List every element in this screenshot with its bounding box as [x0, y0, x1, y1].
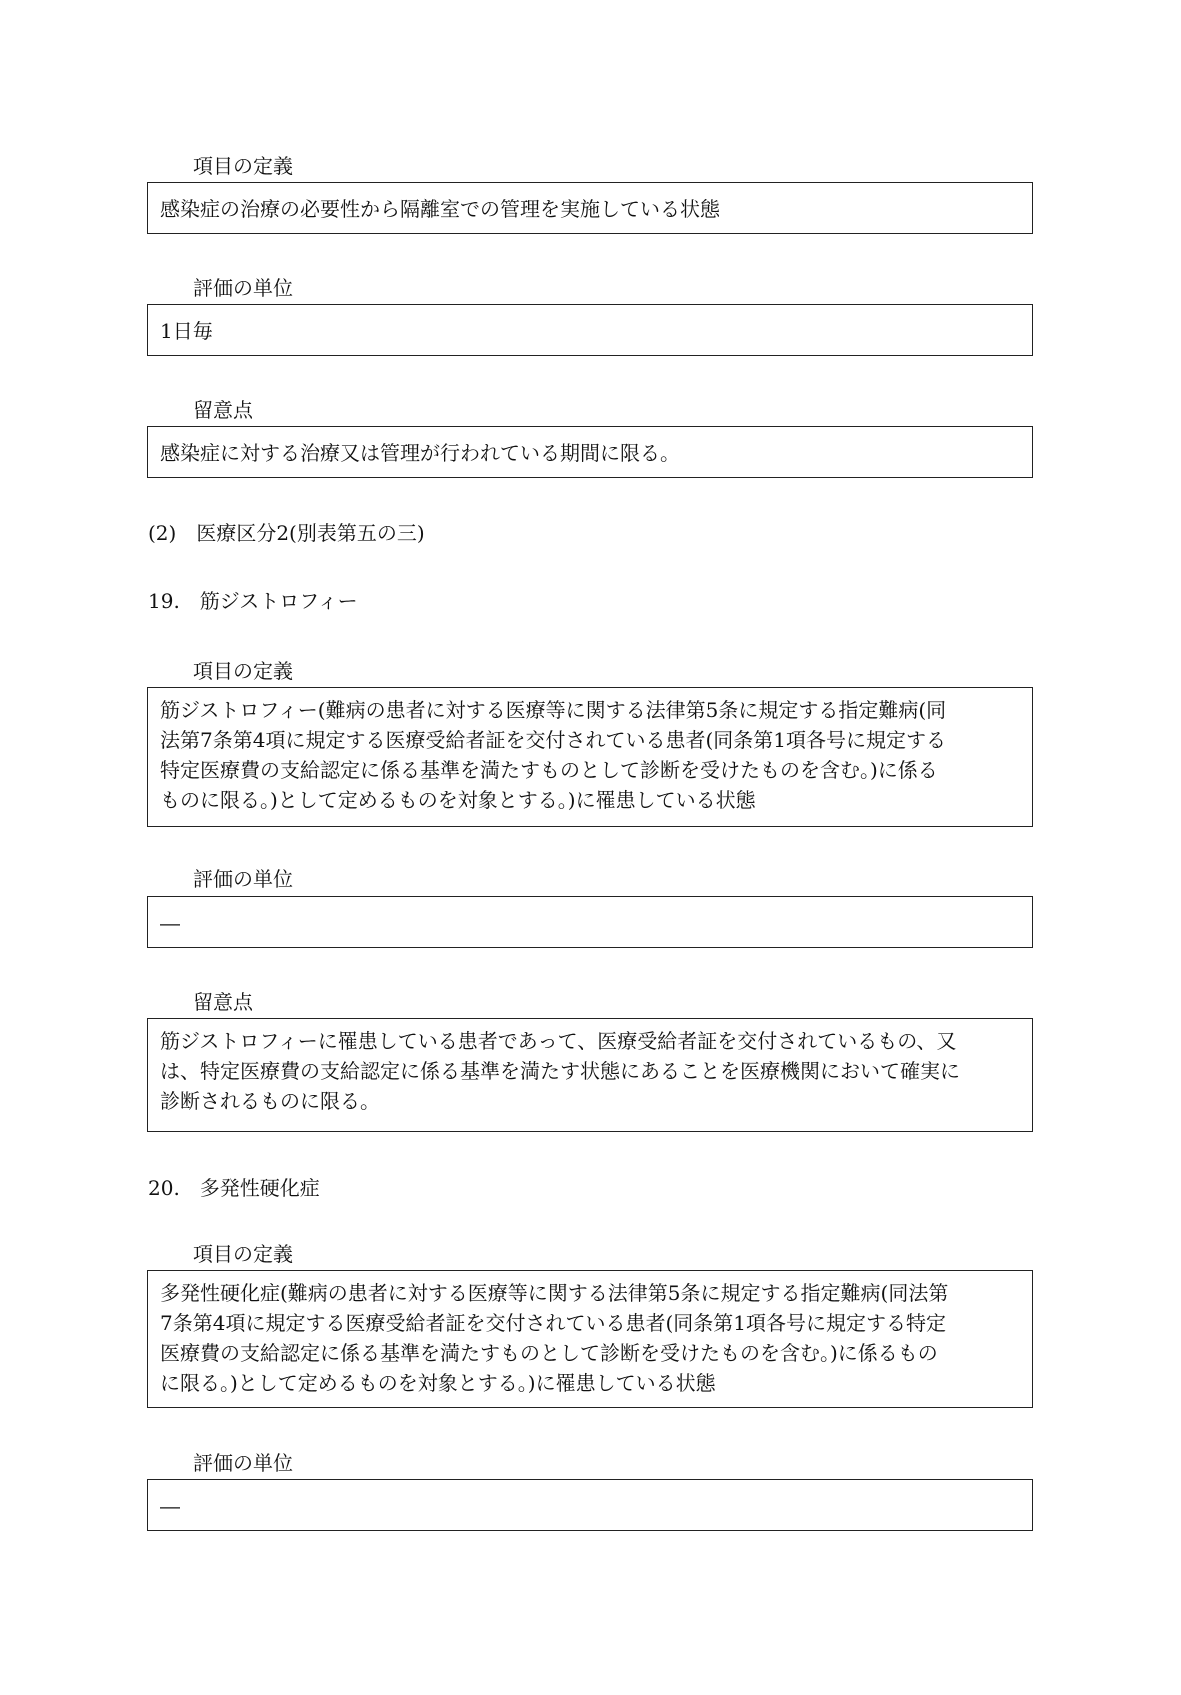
- item-19-unit-label: 評価の単位: [193, 867, 293, 891]
- item-20-definition-line: に限る。)として定めるものを対象とする。)に罹患している状態: [160, 1371, 716, 1395]
- section-heading: (2) 医療区分2(別表第五の三): [148, 521, 425, 545]
- item-19-definition-line: ものに限る。)として定めるものを対象とする。)に罹患している状態: [160, 788, 756, 812]
- note-box: 感染症に対する治療又は管理が行われている期間に限る。: [147, 426, 1033, 478]
- item-19-definition-line: 筋ジストロフィー(難病の患者に対する医療等に関する法律第5条に規定する指定難病(同: [160, 698, 947, 722]
- unit-label: 評価の単位: [193, 276, 293, 300]
- note-label: 留意点: [193, 398, 253, 422]
- item-19-note-label: 留意点: [193, 990, 253, 1014]
- item-20-definition-box: [147, 1270, 1033, 1408]
- item-20-definition-label: 項目の定義: [193, 1242, 293, 1266]
- item-20-definition-line: 医療費の支給認定に係る基準を満たすものとして診断を受けたものを含む。)に係るもの: [160, 1341, 938, 1365]
- item-20-unit-label: 評価の単位: [193, 1451, 293, 1475]
- definition-label: 項目の定義: [193, 154, 293, 178]
- item-20-heading: 20. 多発性硬化症: [148, 1176, 320, 1200]
- item-19-definition-line: 特定医療費の支給認定に係る基準を満たすものとして診断を受けたものを含む。)に係る: [160, 758, 938, 782]
- item-19-unit-box: ―: [147, 896, 1033, 948]
- item-20-definition-line: 多発性硬化症(難病の患者に対する医療等に関する法律第5条に規定する指定難病(同法第: [160, 1281, 949, 1305]
- item-19-note-line: 診断されるものに限る。: [160, 1089, 380, 1113]
- item-19-definition-line: 法第7条第4項に規定する医療受給者証を交付されている患者(同条第1項各号に規定する: [160, 728, 946, 752]
- item-20-unit-box: ―: [147, 1479, 1033, 1531]
- item-20-definition-line: 7条第4項に規定する医療受給者証を交付されている患者(同条第1項各号に規定する特定: [160, 1311, 946, 1335]
- definition-box: 感染症の治療の必要性から隔離室での管理を実施している状態: [147, 182, 1033, 234]
- unit-box: 1日毎: [147, 304, 1033, 356]
- item-19-note-line: は、特定医療費の支給認定に係る基準を満たす状態にあることを医療機関において確実に: [160, 1059, 960, 1083]
- item-19-note-line: 筋ジストロフィーに罹患している患者であって、医療受給者証を交付されているもの、又: [160, 1029, 957, 1053]
- item-19-note-box: [147, 1018, 1033, 1132]
- item-19-definition-label: 項目の定義: [193, 659, 293, 683]
- item-19-definition-box: [147, 687, 1033, 827]
- item-19-heading: 19. 筋ジストロフィー: [148, 589, 358, 613]
